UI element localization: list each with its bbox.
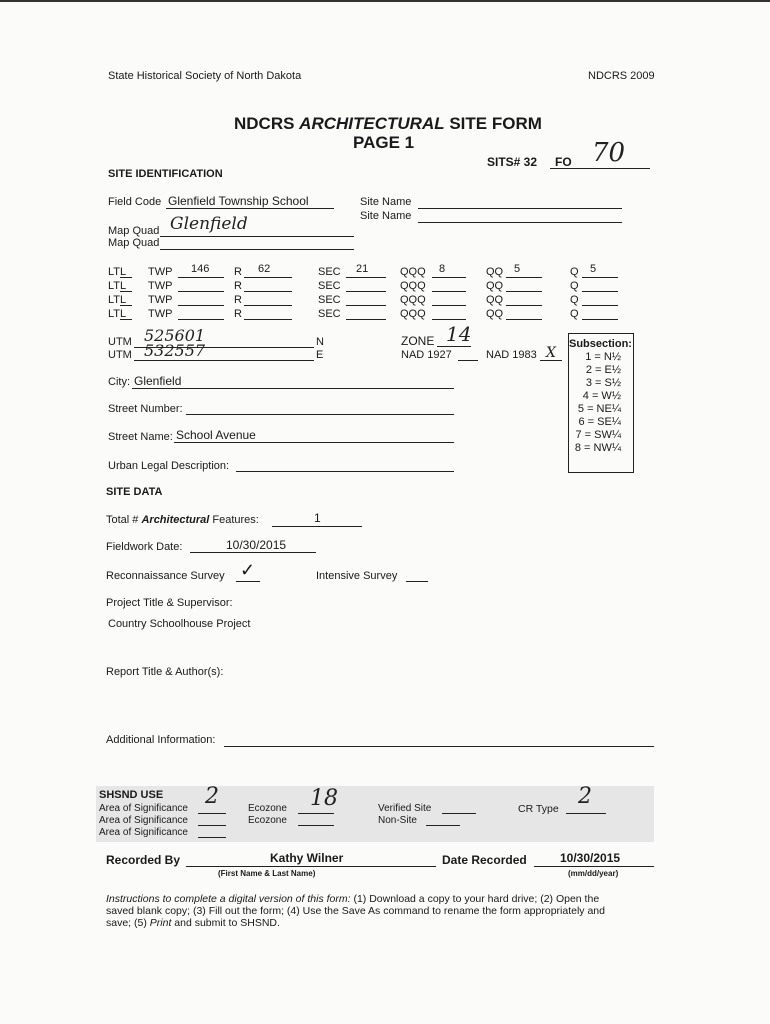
site-identification-heading: SITE IDENTIFICATION [108,168,223,180]
fieldwork-date-label: Fieldwork Date: [106,541,183,553]
report-title-label: Report Title & Author(s): [106,666,224,678]
city-value: Glenfield [134,374,182,388]
non-site-line [426,825,460,826]
intensive-survey-label: Intensive Survey [316,570,398,582]
q-label: Q [570,266,579,278]
city-label: City: [108,376,130,388]
aos-value-1: 2 [205,784,219,809]
qq-label: QQ [486,294,504,306]
site-data-heading: SITE DATA [106,486,163,498]
r-label: R [234,266,242,278]
field-code-value: Glenfield Township School [168,194,309,208]
qq-line [506,319,542,320]
aos-line-3 [198,837,226,838]
aos-label-3: Area of Significance [99,827,188,838]
subsection-item: 5 = NE¼ [577,403,621,415]
qqq-label: QQQ [400,308,426,320]
ecozone-line-2 [298,825,334,826]
r-label: R [234,294,242,306]
nad-1927-line [458,360,478,361]
page-title: PAGE 1 [353,133,415,152]
aos-label-2: Area of Significance [99,815,188,826]
ltl-line [120,305,132,306]
q-line [582,319,618,320]
verified-site-label: Verified Site [378,803,432,814]
qqq-label: QQQ [400,280,426,292]
street-number-label: Street Number: [108,403,183,415]
r-line [244,319,292,320]
subsection-item: 2 = E½ [585,364,621,376]
shsnd-heading: SHSND USE [99,789,164,801]
cr-type-value: 2 [578,784,592,809]
qqq-label: QQQ [400,294,426,306]
site-name-label: Site Name [360,196,412,208]
subsection-box [568,333,634,473]
qqq-line [432,319,466,320]
subsection-list [569,351,633,455]
qq-line [506,277,542,278]
utm-label-n: UTM [108,336,132,348]
recon-survey-label: Reconnaissance Survey [106,570,225,582]
twp-label: TWP [148,294,173,306]
subsection-item: 8 = NW¼ [574,442,621,454]
subsection-item: 1 = N½ [585,351,621,363]
ecozone-value-1: 18 [310,786,338,811]
sec-label: SEC [318,266,341,278]
qq-line [506,291,542,292]
utm-n-suffix: N [316,336,324,348]
twp-value: 146 [191,263,210,275]
form-code: NDCRS 2009 [588,70,655,82]
nad-1983-line [540,360,562,361]
subsection-item: 7 = SW¼ [575,429,621,441]
sec-line [346,319,386,320]
fo-line [550,168,650,169]
project-title-value: Country Schoolhouse Project [108,618,251,630]
qqq-line [432,291,466,292]
cr-type-label: CR Type [518,803,559,815]
street-name-value: School Avenue [176,428,256,442]
total-features-value: 1 [314,511,321,525]
q-label: Q [570,280,579,292]
date-recorded-line [534,866,654,867]
ltl-label: LTL [108,266,127,278]
qq-label: QQ [486,308,504,320]
verified-site-line [442,813,476,814]
twp-label: TWP [148,280,173,292]
sits-label: SITS# 32 [487,155,538,169]
recon-survey-check: ✓ [240,560,256,580]
street-name-label: Street Name: [108,431,173,443]
recorded-by-line [186,866,436,867]
map-quad-line [160,236,354,237]
date-recorded-caption: (mm/dd/year) [568,869,619,878]
ltl-line [120,277,132,278]
ecozone-line-1 [298,813,334,814]
zone-value: 14 [446,322,472,346]
fo-label: FO [555,155,572,169]
aos-line-1 [198,813,226,814]
subsection-heading: Subsection: [569,338,632,350]
twp-line [178,277,224,278]
qq-label: QQ [486,266,504,278]
map-quad-label-2: Map Quad [108,237,160,249]
nad-1983-label: NAD 1983 [486,349,537,361]
recorded-by-caption: (First Name & Last Name) [218,869,316,878]
sec-line [346,305,386,306]
r-value: 62 [258,263,271,275]
fieldwork-date-line [190,552,316,553]
ltl-label: LTL [108,280,127,292]
ltl-line [120,319,132,320]
site-name-line [418,208,622,209]
r-line [244,291,292,292]
urban-legal-line [236,471,454,472]
nad-1927-label: NAD 1927 [401,349,452,361]
qqq-line [432,305,466,306]
ecozone-label-1: Ecozone [248,803,287,814]
r-label: R [234,280,242,292]
q-label: Q [570,294,579,306]
subsection-item: 3 = S½ [585,377,621,389]
date-recorded-value: 10/30/2015 [560,851,621,865]
subsection-item: 4 = W½ [582,390,621,402]
additional-info-label: Additional Information: [106,734,216,746]
qqq-value: 8 [439,263,446,275]
q-line [582,277,618,278]
scan-top-edge [0,0,770,2]
twp-line [178,319,224,320]
ecozone-label-2: Ecozone [248,815,287,826]
twp-line [178,305,224,306]
ltl-label: LTL [108,294,127,306]
fo-value: 70 [592,138,626,168]
recorded-by-value: Kathy Wilner [270,851,344,865]
recorded-by-label: Recorded By [106,853,181,867]
utm-label-e: UTM [108,349,132,361]
cr-type-line [566,813,606,814]
sec-line [346,277,386,278]
map-quad-line-2 [160,249,354,250]
twp-line [178,291,224,292]
org-name: State Historical Society of North Dakota [108,70,302,82]
twp-label: TWP [148,308,173,320]
instructions-text: Instructions to complete a digital version of this form: (1) Download a copy to your hard drive; (2) Open the saved blank copy; (3) Fill out the form; (4) Use the Save As command to rename the form appropriately and save; (5) Print and submit to SHSND. [106,893,605,929]
zone-label: ZONE [401,334,435,348]
map-quad-label: Map Quad [108,225,160,237]
additional-info-line [224,746,654,747]
q-value: 5 [590,263,597,275]
non-site-label: Non-Site [378,815,417,826]
site-name-label-2: Site Name [360,210,412,222]
recon-survey-line [236,581,260,582]
total-features-line [272,526,362,527]
qqq-label: QQQ [400,266,426,278]
project-title-label: Project Title & Supervisor: [106,597,233,609]
street-number-line [186,414,454,415]
utm-e-line [134,360,314,361]
sec-label: SEC [318,294,341,306]
qqq-line [432,277,466,278]
fieldwork-date-value: 10/30/2015 [226,538,287,552]
aos-label-1: Area of Significance [99,803,188,814]
utm-n-value: 525601 [144,326,206,345]
street-name-line [174,442,454,443]
urban-legal-label: Urban Legal Description: [108,460,230,472]
r-line [244,305,292,306]
ltl-label: LTL [108,308,127,320]
total-features-label: Total # Architectural Features: [106,514,259,526]
sec-label: SEC [318,280,341,292]
date-recorded-label: Date Recorded [442,853,527,867]
sec-label: SEC [318,308,341,320]
q-line [582,305,618,306]
nad-1983-mark: X [546,345,556,361]
form-title: NDCRS ARCHITECTURAL SITE FORM [234,114,542,133]
field-code-line [166,208,334,209]
aos-line-2 [198,825,226,826]
qq-value: 5 [514,263,521,275]
q-label: Q [570,308,579,320]
utm-e-value: 532557 [144,341,206,360]
sec-line [346,291,386,292]
ltl-line [120,291,132,292]
qq-line [506,305,542,306]
r-label: R [234,308,242,320]
map-quad-value: Glenfield [170,214,248,234]
r-line [244,277,292,278]
sec-value: 21 [356,263,369,275]
field-code-label: Field Code [108,196,162,208]
qq-label: QQ [486,280,504,292]
site-name-line-2 [418,222,622,223]
intensive-survey-line [406,581,428,582]
utm-e-suffix: E [316,349,324,361]
twp-label: TWP [148,266,173,278]
zone-line [437,346,471,347]
subsection-item: 6 = SE¼ [578,416,621,428]
q-line [582,291,618,292]
city-line [132,388,454,389]
